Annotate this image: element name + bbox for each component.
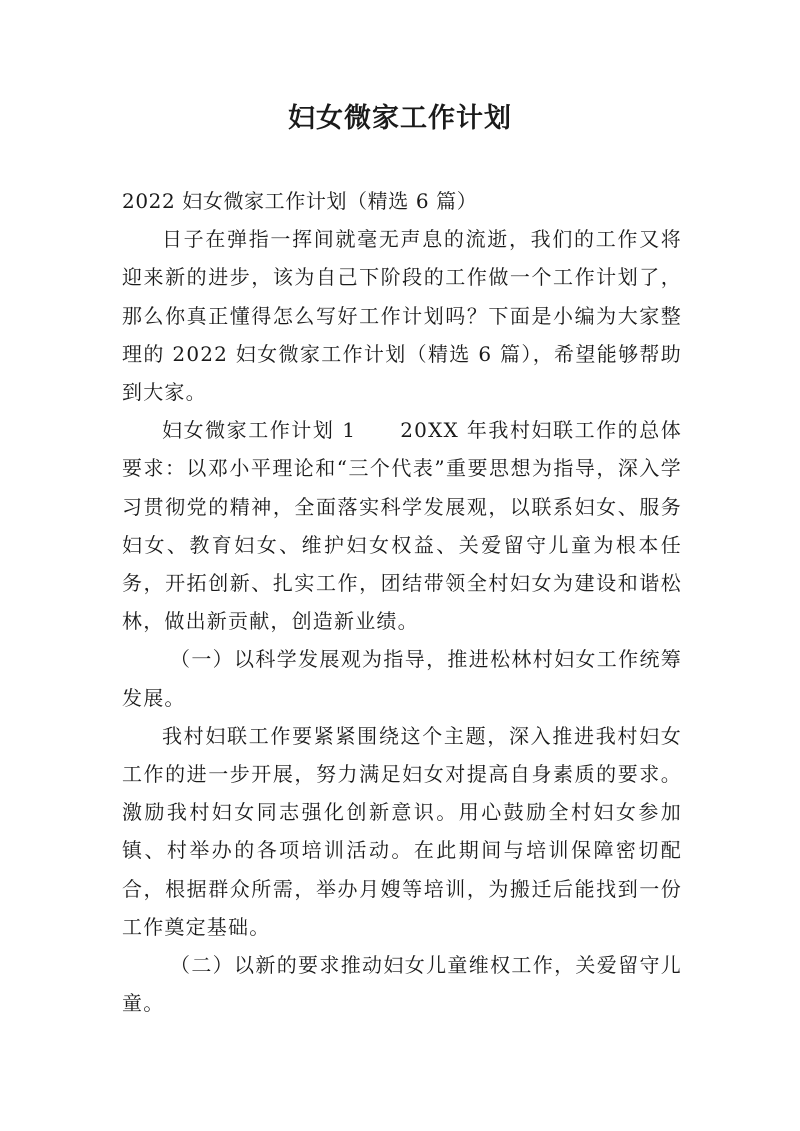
document-body [122,182,682,1022]
plan1-text: 20XX 年我村妇联工作的总体要求：以邓小平理论和“三个代表”重要思想为指导，深入学习贯彻党的精神，全面落实科学发展观，以联系妇女、服务妇女、教育妇女、维护妇女权益、关爱留守儿童为根本任务，开拓创新、扎实工作，团结带领全村妇女为建设和谐松林，做出新贡献，创造新业绩。 [122,418,682,634]
section2-heading: （二）以新的要求推动妇女儿童维权工作，关爱留守儿童。 [122,953,682,1016]
document-subtitle: 2022 妇女微家工作计划（精选 6 篇） [122,189,478,213]
intro-paragraph: 日子在弹指一挥间就毫无声息的流逝，我们的工作又将迎来新的进步，该为自己下阶段的工作做一个工作计划了，那么你真正懂得怎么写好工作计划吗？下面是小编为大家整理的 2022 妇女微家工作计划（精选 6 篇），希望能够帮助到大家。 [122,227,682,405]
plan1-paragraph [122,411,682,640]
section1-paragraph: 我村妇联工作要紧紧围绕这个主题，深入推进我村妇女工作的进一步开展，努力满足妇女对提高自身素质的要求。激励我村妇女同志强化创新意识。用心鼓励全村妇女参加镇、村举办的各项培训活动。在此期间与培训保障密切配合，根据群众所需，举办月嫂等培训，为搬迁后能找到一份工作奠定基础。 [122,723,682,939]
plan1-label: 妇女微家工作计划 1 [162,418,357,443]
section1-heading: （一）以科学发展观为指导，推进松林村妇女工作统筹发展。 [122,647,682,710]
document-title: 妇女微家工作计划 [288,103,512,134]
